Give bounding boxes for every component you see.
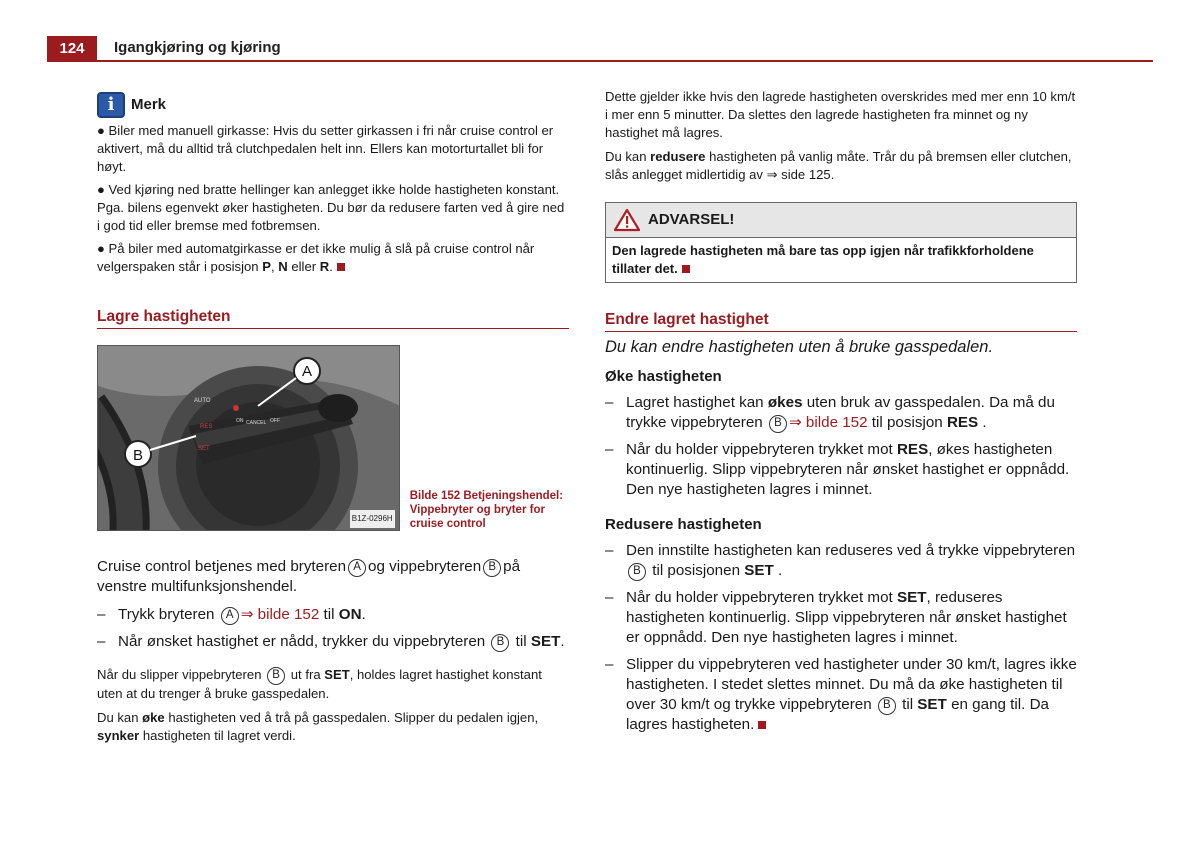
chapter-title: Igangkjøring og kjøring	[114, 39, 281, 56]
warning-header	[606, 203, 1076, 238]
label-a: A	[301, 363, 313, 380]
auto-label: AUTO	[194, 398, 211, 404]
step-item: – Når ønsket hastighet er nådd, trykker du vippebryteren B til SET.	[97, 633, 565, 650]
figure-link[interactable]: ⇒ bilde 152	[788, 414, 868, 431]
step-item: – Den innstilte hastigheten kan reduseres ved å trykke vippebryteren B til posisjonen SET .	[605, 542, 1076, 579]
body-paragraph: Når du slipper vippebryteren B ut fra SET, holdes lagret hastighet konstant uten at du trenger å bruke gasspedalen.	[97, 667, 542, 701]
circle-b-icon: B	[769, 415, 787, 433]
page-number: 124	[47, 36, 97, 60]
step-item: – Når du holder vippebryteren trykket mot RES, økes hastigheten kontinuerlig. Slipp vippebryteren når ønsket hastighet er oppnådd. Den nye hastigheten lagres i minnet.	[605, 441, 1070, 498]
circle-b-icon: B	[878, 697, 896, 715]
warning-text: Den lagrede hastigheten må bare tas opp igjen når trafikkforholdene tillater det.	[612, 243, 1034, 276]
cancel-label: CANCEL	[246, 420, 267, 426]
figure-code: B1Z-0296H	[350, 510, 395, 528]
warning-triangle-icon	[614, 208, 640, 232]
step-item: – Når du holder vippebryteren trykket mot SET, reduseres hastigheten kontinuerlig. Slipp vippebryteren når ønsket hastighet er oppnådd. Den nye hastigheten lagres i minnet.	[605, 589, 1067, 646]
res-label: RES	[200, 424, 213, 430]
note-title: Merk	[131, 96, 167, 113]
subheading-decrease: Redusere hastigheten	[605, 516, 762, 533]
stalk-illustration	[98, 346, 400, 530]
stalk-photo	[97, 345, 400, 531]
body-paragraph: Du kan redusere hastigheten på vanlig måte. Trår du på bremsen eller clutchen, slås anlegget midlertidig av ⇒ side 125.	[605, 149, 1072, 182]
info-icon: i	[97, 92, 125, 118]
end-mark	[337, 263, 345, 271]
right-column	[605, 88, 1077, 742]
body-paragraph: Du kan øke hastigheten ved å trå på gasspedalen. Slipper du pedalen igjen, synker hastigheten til lagret verdi.	[97, 709, 539, 743]
circle-a-icon: A	[348, 559, 366, 577]
section-title-store-speed: Lagre hastigheten	[97, 308, 569, 329]
figure-link[interactable]: ⇒ bilde 152	[240, 606, 320, 623]
label-b: B	[132, 447, 144, 464]
section-title-change-speed: Endre lagret hastighet	[605, 311, 1077, 332]
note-paragraph: ● Biler med manuell girkasse: Hvis du setter girkassen i fri når cruise control er aktivert, må du alltid trå clutchpedalen helt inn. Ellers kan motorturtallet bli for høyt.	[97, 123, 554, 174]
on-label: ON	[236, 418, 244, 424]
step-item: – Lagret hastighet kan økes uten bruk av gasspedalen. Da må du trykke vippebryteren B ⇒ bilde 152 til posisjon RES .	[605, 394, 1055, 431]
end-mark	[758, 721, 766, 729]
end-mark	[682, 265, 690, 273]
circle-b-icon: B	[628, 563, 646, 581]
circle-b-icon: B	[267, 667, 285, 685]
figure-caption: Bilde 152 Betjeningshendel: Vippebryter og bryter for cruise control	[409, 490, 564, 530]
circle-b-icon: B	[491, 634, 509, 652]
intro-paragraph: Cruise control betjenes med bryteren A og vippebryteren B på venstre multifunksjonshendel.	[97, 558, 521, 595]
circle-b-icon: B	[483, 559, 501, 577]
circle-a-icon: A	[221, 607, 239, 625]
set-label: SET	[198, 446, 210, 452]
note-paragraph: ● Ved kjøring ned bratte hellinger kan anlegget ikke holde hastigheten konstant. Pga. bilens egenvekt øker hastigheten. Du bør da redusere farten ved å gire ned i god tid eller bremse med fotbremsen.	[97, 182, 565, 233]
step-item: – Trykk bryteren A ⇒ bilde 152 til ON.	[97, 606, 366, 623]
note-paragraph: ● På biler med automatgirkasse er det ikke mulig å slå på cruise control når velgerspaken står i posisjon P, N eller R.	[97, 241, 535, 274]
lead-text: Du kan endre hastigheten uten å bruke gasspedalen.	[605, 338, 994, 356]
step-item: – Slipper du vippebryteren ved hastigheter under 30 km/t, lagres ikke hastigheten. I stedet slettes minnet. Du må da øke hastigheten til over 30 km/t og trykke vippebryteren B til SET en gang til. Da lagres hastigheten.	[605, 656, 1077, 733]
body-paragraph: Dette gjelder ikke hvis den lagrede hastigheten overskrides med mer enn 10 km/t i mer enn 5 minutter. Da slettes den lagrede hastigheten fra minnet og ny hastighet må lagres.	[605, 89, 1076, 140]
note-header	[97, 92, 569, 118]
figure-152	[97, 345, 569, 531]
off-label: OFF	[270, 418, 280, 424]
warning-title: ADVARSEL!	[648, 211, 735, 228]
left-column	[97, 0, 569, 751]
subheading-increase: Øke hastigheten	[605, 368, 722, 385]
warning-box	[605, 202, 1077, 283]
